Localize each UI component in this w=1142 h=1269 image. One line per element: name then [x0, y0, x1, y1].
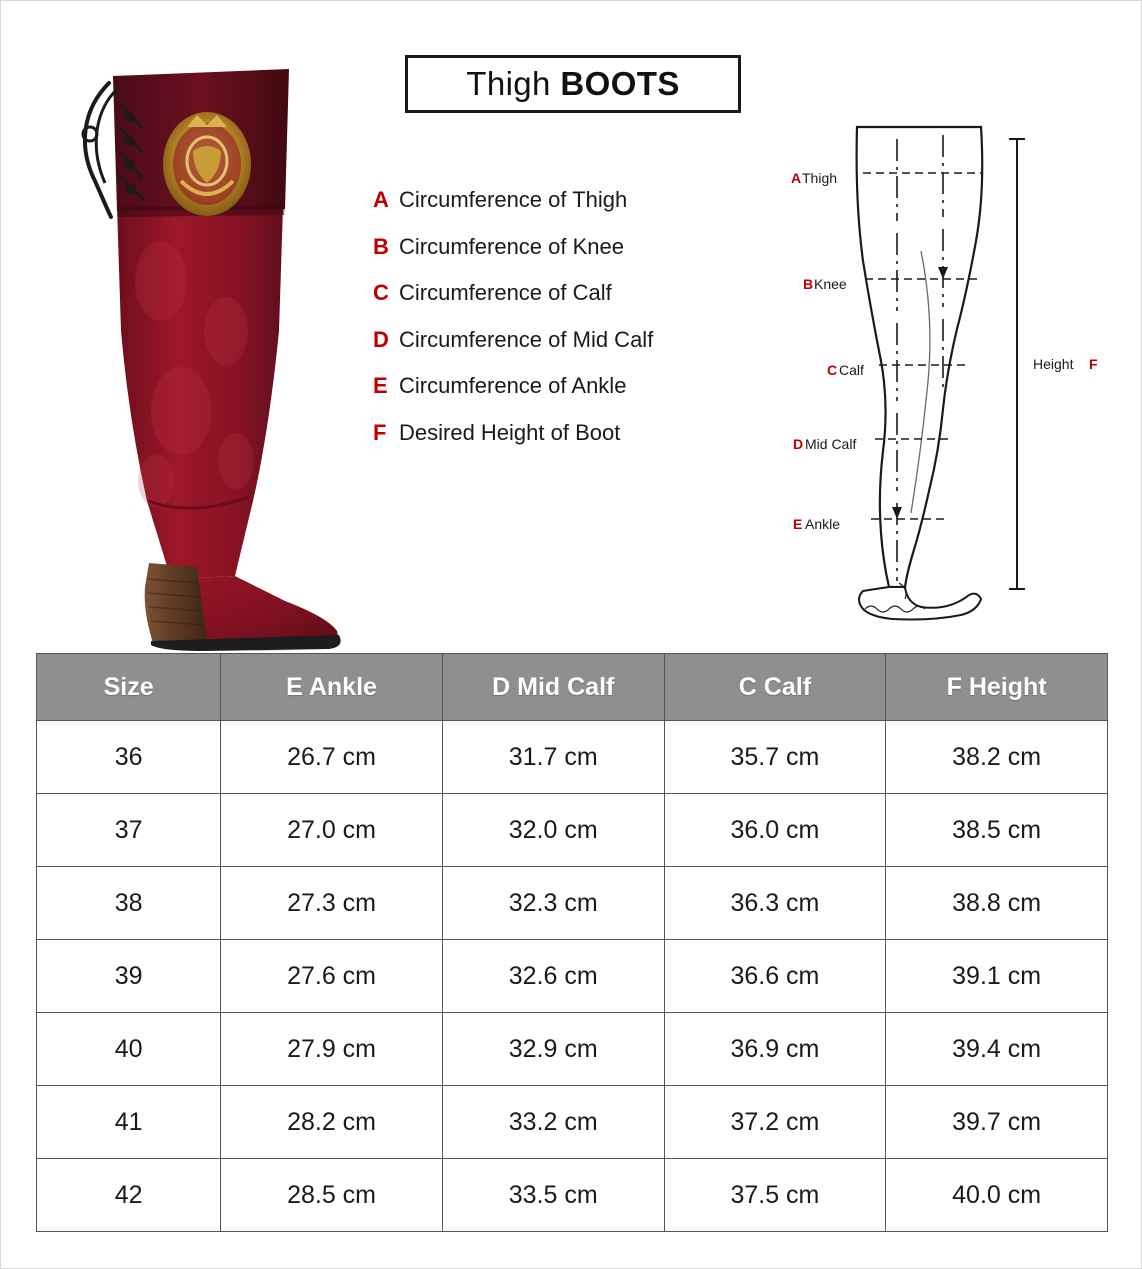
cell-c-calf: 35.7 cm	[664, 721, 886, 794]
leg-measurement-diagram	[771, 121, 1121, 631]
legend-item-a	[373, 187, 773, 213]
legend-key-a: A	[373, 187, 389, 212]
diagram-key-d: D	[793, 436, 804, 452]
legend-item-b	[373, 234, 773, 260]
cell-e-ankle: 26.7 cm	[221, 721, 443, 794]
diagram-label-height: Height	[1033, 356, 1074, 372]
legend-label-c: Circumference of Calf	[399, 280, 612, 305]
cell-c-calf: 37.2 cm	[664, 1086, 886, 1159]
cell-size: 38	[37, 867, 221, 940]
cell-size: 39	[37, 940, 221, 1013]
cell-size: 41	[37, 1086, 221, 1159]
column-header-c-calf: C Calf	[664, 654, 886, 721]
legend-key-f: F	[373, 419, 387, 445]
cell-size: 40	[37, 1013, 221, 1086]
column-header-f-height: F Height	[886, 654, 1108, 721]
legend-label-f: Desired Height of Boot	[399, 419, 621, 445]
legend-key-d: D	[373, 326, 389, 352]
diagram-label-c: Calf	[839, 362, 864, 378]
cell-d-mid-calf: 32.6 cm	[442, 940, 664, 1013]
table-row	[37, 794, 1108, 867]
boot-illustration	[21, 31, 361, 651]
cell-d-mid-calf: 32.0 cm	[442, 794, 664, 867]
cell-c-calf: 36.3 cm	[664, 867, 886, 940]
table-row	[37, 867, 1108, 940]
cell-f-height: 39.7 cm	[886, 1086, 1108, 1159]
page-title-part1: Thigh	[466, 65, 561, 102]
column-header-d-mid-calf: D Mid Calf	[442, 654, 664, 721]
cell-e-ankle: 27.6 cm	[221, 940, 443, 1013]
cell-c-calf: 36.6 cm	[664, 940, 886, 1013]
cell-size: 42	[37, 1159, 221, 1232]
cell-f-height: 38.5 cm	[886, 794, 1108, 867]
column-header-size: Size	[37, 654, 221, 721]
diagram-label-d: Mid Calf	[805, 436, 857, 452]
legend-item-e	[373, 373, 773, 399]
legend-label-a: Circumference of Thigh	[399, 187, 628, 212]
legend-label-d: Circumference of Mid Calf	[399, 326, 654, 352]
cell-c-calf: 36.0 cm	[664, 794, 886, 867]
cell-d-mid-calf: 33.5 cm	[442, 1159, 664, 1232]
table-row	[37, 1159, 1108, 1232]
diagram-key-e: E	[793, 516, 803, 532]
table-row	[37, 721, 1108, 794]
table-header-row	[37, 654, 1108, 721]
diagram-key-f: F	[1089, 356, 1098, 372]
legend-key-e: E	[373, 373, 388, 398]
diagram-label-e: Ankle	[805, 516, 841, 532]
table-row	[37, 1013, 1108, 1086]
diagram-label-a: Thigh	[802, 170, 838, 186]
cell-f-height: 39.1 cm	[886, 940, 1108, 1013]
cell-e-ankle: 27.0 cm	[221, 794, 443, 867]
page-title-part2: BOOTS	[560, 65, 680, 102]
page-title	[405, 55, 741, 113]
cell-d-mid-calf: 32.3 cm	[442, 867, 664, 940]
legend-label-b: Circumference of Knee	[399, 233, 624, 259]
column-header-e-ankle: E Ankle	[221, 654, 443, 721]
legend-label-e: Circumference of Ankle	[399, 373, 627, 398]
cell-d-mid-calf: 32.9 cm	[442, 1013, 664, 1086]
cell-e-ankle: 28.5 cm	[221, 1159, 443, 1232]
legend-key-c: C	[373, 280, 389, 305]
cell-d-mid-calf: 31.7 cm	[442, 721, 664, 794]
cell-f-height: 38.2 cm	[886, 721, 1108, 794]
cell-c-calf: 36.9 cm	[664, 1013, 886, 1086]
legend-key-b: B	[373, 233, 389, 259]
measurement-legend	[373, 187, 773, 466]
size-table	[36, 653, 1108, 1232]
legend-item-d	[373, 327, 773, 353]
cell-e-ankle: 27.9 cm	[221, 1013, 443, 1086]
cell-e-ankle: 27.3 cm	[221, 867, 443, 940]
diagram-key-a: A	[791, 170, 802, 186]
size-table-container	[36, 653, 1108, 1232]
diagram-key-c: C	[827, 362, 838, 378]
cell-e-ankle: 28.2 cm	[221, 1086, 443, 1159]
diagram-label-b: Knee	[814, 276, 847, 292]
diagram-key-b: B	[803, 276, 814, 292]
boot-emblem	[163, 112, 251, 216]
cell-size: 37	[37, 794, 221, 867]
table-row	[37, 940, 1108, 1013]
cell-f-height: 40.0 cm	[886, 1159, 1108, 1232]
cell-f-height: 39.4 cm	[886, 1013, 1108, 1086]
legend-item-c	[373, 280, 773, 306]
boot-product-image	[21, 31, 361, 651]
cell-size: 36	[37, 721, 221, 794]
table-row	[37, 1086, 1108, 1159]
cell-f-height: 38.8 cm	[886, 867, 1108, 940]
legend-item-f	[373, 420, 773, 446]
cell-c-calf: 37.5 cm	[664, 1159, 886, 1232]
cell-d-mid-calf: 33.2 cm	[442, 1086, 664, 1159]
